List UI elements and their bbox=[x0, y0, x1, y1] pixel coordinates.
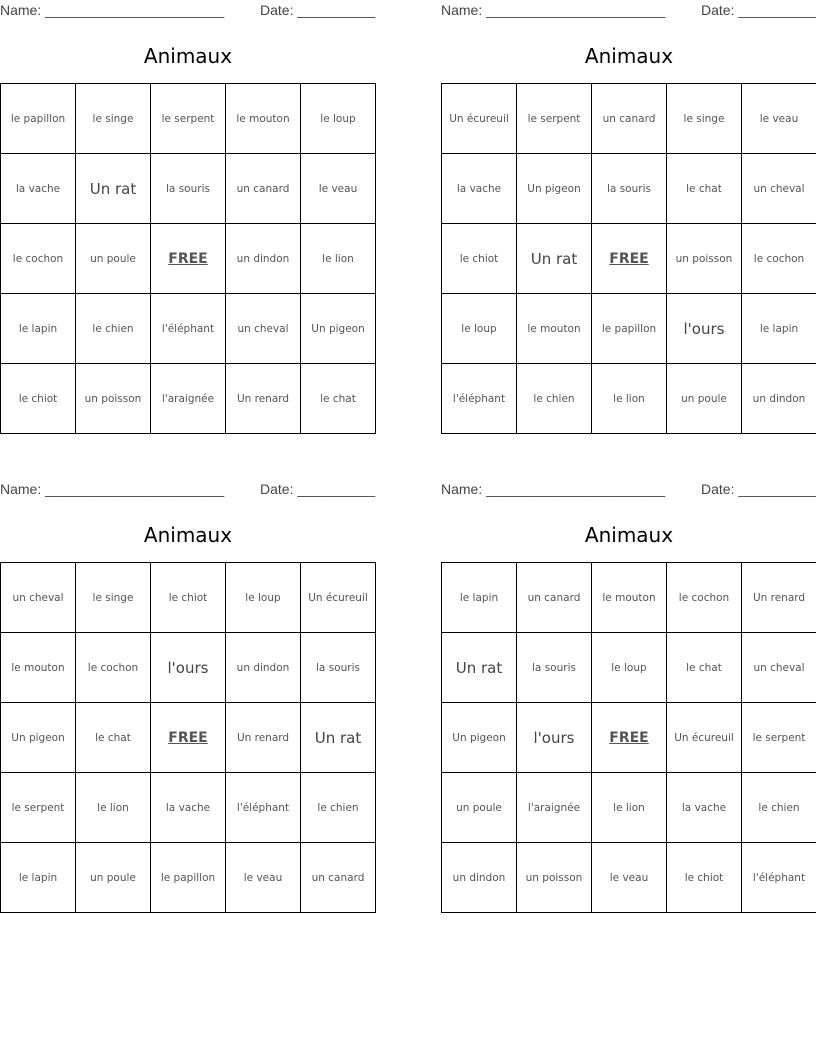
bingo-cell: le veau bbox=[226, 843, 301, 913]
bingo-cell: le chiot bbox=[667, 843, 742, 913]
bingo-cell: le chien bbox=[742, 773, 816, 843]
bingo-cell: la vache bbox=[1, 154, 76, 224]
bingo-card-1 bbox=[0, 0, 376, 440]
card-title: Animaux bbox=[143, 44, 233, 68]
bingo-cell: le veau bbox=[301, 154, 376, 224]
bingo-cell: un dindon bbox=[226, 633, 301, 703]
bingo-card-2 bbox=[441, 0, 816, 440]
date-line: Date: __________ bbox=[260, 481, 376, 497]
bingo-cell: le lion bbox=[76, 773, 151, 843]
bingo-cell: Un pigeon bbox=[517, 154, 592, 224]
bingo-cell: un canard bbox=[592, 84, 667, 154]
bingo-cell: le lion bbox=[592, 364, 667, 434]
bingo-cell: le loup bbox=[226, 563, 301, 633]
bingo-cell: le mouton bbox=[1, 633, 76, 703]
bingo-cell: Un rat bbox=[76, 154, 151, 224]
bingo-cell: Un renard bbox=[226, 364, 301, 434]
bingo-cell: le papillon bbox=[151, 843, 226, 913]
bingo-cell: l'ours bbox=[517, 703, 592, 773]
bingo-cell: un canard bbox=[517, 563, 592, 633]
bingo-cell: le papillon bbox=[592, 294, 667, 364]
card-title: Animaux bbox=[584, 523, 674, 547]
bingo-cell: la souris bbox=[151, 154, 226, 224]
bingo-grid bbox=[0, 562, 376, 913]
bingo-cell: un poisson bbox=[517, 843, 592, 913]
bingo-cell: un poule bbox=[442, 773, 517, 843]
name-line: Name: _______________________ bbox=[0, 481, 225, 497]
bingo-cell: le chat bbox=[667, 154, 742, 224]
name-line: Name: _______________________ bbox=[441, 2, 666, 18]
bingo-cell: le cochon bbox=[1, 224, 76, 294]
bingo-cell: Un écureuil bbox=[442, 84, 517, 154]
bingo-cell: le chat bbox=[76, 703, 151, 773]
bingo-cell: un cheval bbox=[742, 154, 816, 224]
date-line: Date: __________ bbox=[701, 481, 816, 497]
name-line: Name: _______________________ bbox=[0, 2, 225, 18]
card-title: Animaux bbox=[143, 523, 233, 547]
bingo-cell: le mouton bbox=[226, 84, 301, 154]
bingo-cell: le lapin bbox=[1, 843, 76, 913]
bingo-cell: le veau bbox=[742, 84, 816, 154]
bingo-cell: Un rat bbox=[517, 224, 592, 294]
bingo-cell: le serpent bbox=[742, 703, 816, 773]
bingo-cell: un poule bbox=[76, 224, 151, 294]
bingo-cell: le lion bbox=[592, 773, 667, 843]
bingo-cell: l'éléphant bbox=[151, 294, 226, 364]
bingo-cell: le serpent bbox=[517, 84, 592, 154]
bingo-cell: le singe bbox=[76, 563, 151, 633]
bingo-cell: le loup bbox=[301, 84, 376, 154]
bingo-cell: le chiot bbox=[1, 364, 76, 434]
bingo-card-4 bbox=[441, 479, 816, 919]
bingo-cell: un dindon bbox=[442, 843, 517, 913]
bingo-cell: la vache bbox=[667, 773, 742, 843]
bingo-cell: un poule bbox=[76, 843, 151, 913]
bingo-cell: un dindon bbox=[226, 224, 301, 294]
bingo-cell: le chiot bbox=[151, 563, 226, 633]
bingo-cell: la souris bbox=[517, 633, 592, 703]
bingo-cell: un canard bbox=[226, 154, 301, 224]
bingo-cell: Un pigeon bbox=[442, 703, 517, 773]
name-line: Name: _______________________ bbox=[441, 481, 666, 497]
bingo-cell: le mouton bbox=[592, 563, 667, 633]
bingo-grid bbox=[441, 562, 816, 913]
bingo-grid bbox=[441, 83, 816, 434]
bingo-cell: Un rat bbox=[301, 703, 376, 773]
bingo-cell: le singe bbox=[667, 84, 742, 154]
date-line: Date: __________ bbox=[701, 2, 816, 18]
bingo-cell: l'araignée bbox=[151, 364, 226, 434]
bingo-cell: le chien bbox=[517, 364, 592, 434]
bingo-cell: Un pigeon bbox=[1, 703, 76, 773]
bingo-cell: le chiot bbox=[442, 224, 517, 294]
bingo-cell: le papillon bbox=[1, 84, 76, 154]
free-space: FREE bbox=[592, 703, 667, 773]
bingo-cell: Un pigeon bbox=[301, 294, 376, 364]
bingo-cell: le serpent bbox=[151, 84, 226, 154]
bingo-cell: Un renard bbox=[226, 703, 301, 773]
bingo-cell: le chat bbox=[667, 633, 742, 703]
date-line: Date: __________ bbox=[260, 2, 376, 18]
bingo-cell: un dindon bbox=[742, 364, 816, 434]
bingo-cell: le lapin bbox=[442, 563, 517, 633]
free-space: FREE bbox=[151, 703, 226, 773]
free-space: FREE bbox=[592, 224, 667, 294]
bingo-grid bbox=[0, 83, 376, 434]
bingo-cell: la vache bbox=[151, 773, 226, 843]
bingo-cell: la souris bbox=[301, 633, 376, 703]
bingo-cell: le cochon bbox=[76, 633, 151, 703]
bingo-cell: l'ours bbox=[667, 294, 742, 364]
bingo-cell: l'éléphant bbox=[226, 773, 301, 843]
bingo-cell: un cheval bbox=[226, 294, 301, 364]
bingo-cell: le loup bbox=[592, 633, 667, 703]
bingo-cell: le chien bbox=[301, 773, 376, 843]
bingo-cell: l'araignée bbox=[517, 773, 592, 843]
bingo-cell: le chat bbox=[301, 364, 376, 434]
bingo-cell: Un rat bbox=[442, 633, 517, 703]
card-title: Animaux bbox=[584, 44, 674, 68]
bingo-cell: l'éléphant bbox=[442, 364, 517, 434]
bingo-cell: un poisson bbox=[76, 364, 151, 434]
bingo-cell: un poisson bbox=[667, 224, 742, 294]
bingo-cell: l'éléphant bbox=[742, 843, 816, 913]
bingo-cell: l'ours bbox=[151, 633, 226, 703]
bingo-cell: Un renard bbox=[742, 563, 816, 633]
bingo-cell: le singe bbox=[76, 84, 151, 154]
bingo-card-3 bbox=[0, 479, 376, 919]
bingo-cell: le cochon bbox=[667, 563, 742, 633]
free-space: FREE bbox=[151, 224, 226, 294]
bingo-cell: un cheval bbox=[1, 563, 76, 633]
bingo-cell: le serpent bbox=[1, 773, 76, 843]
bingo-cell: un canard bbox=[301, 843, 376, 913]
bingo-cell: le chien bbox=[76, 294, 151, 364]
bingo-cell: la vache bbox=[442, 154, 517, 224]
bingo-cell: le lapin bbox=[1, 294, 76, 364]
bingo-cell: Un écureuil bbox=[301, 563, 376, 633]
bingo-cell: le mouton bbox=[517, 294, 592, 364]
bingo-cell: un cheval bbox=[742, 633, 816, 703]
bingo-cell: le lapin bbox=[742, 294, 816, 364]
bingo-cell: le cochon bbox=[742, 224, 816, 294]
bingo-cell: le lion bbox=[301, 224, 376, 294]
bingo-cell: le veau bbox=[592, 843, 667, 913]
bingo-cell: le loup bbox=[442, 294, 517, 364]
bingo-cell: un poule bbox=[667, 364, 742, 434]
bingo-cell: Un écureuil bbox=[667, 703, 742, 773]
bingo-cell: la souris bbox=[592, 154, 667, 224]
